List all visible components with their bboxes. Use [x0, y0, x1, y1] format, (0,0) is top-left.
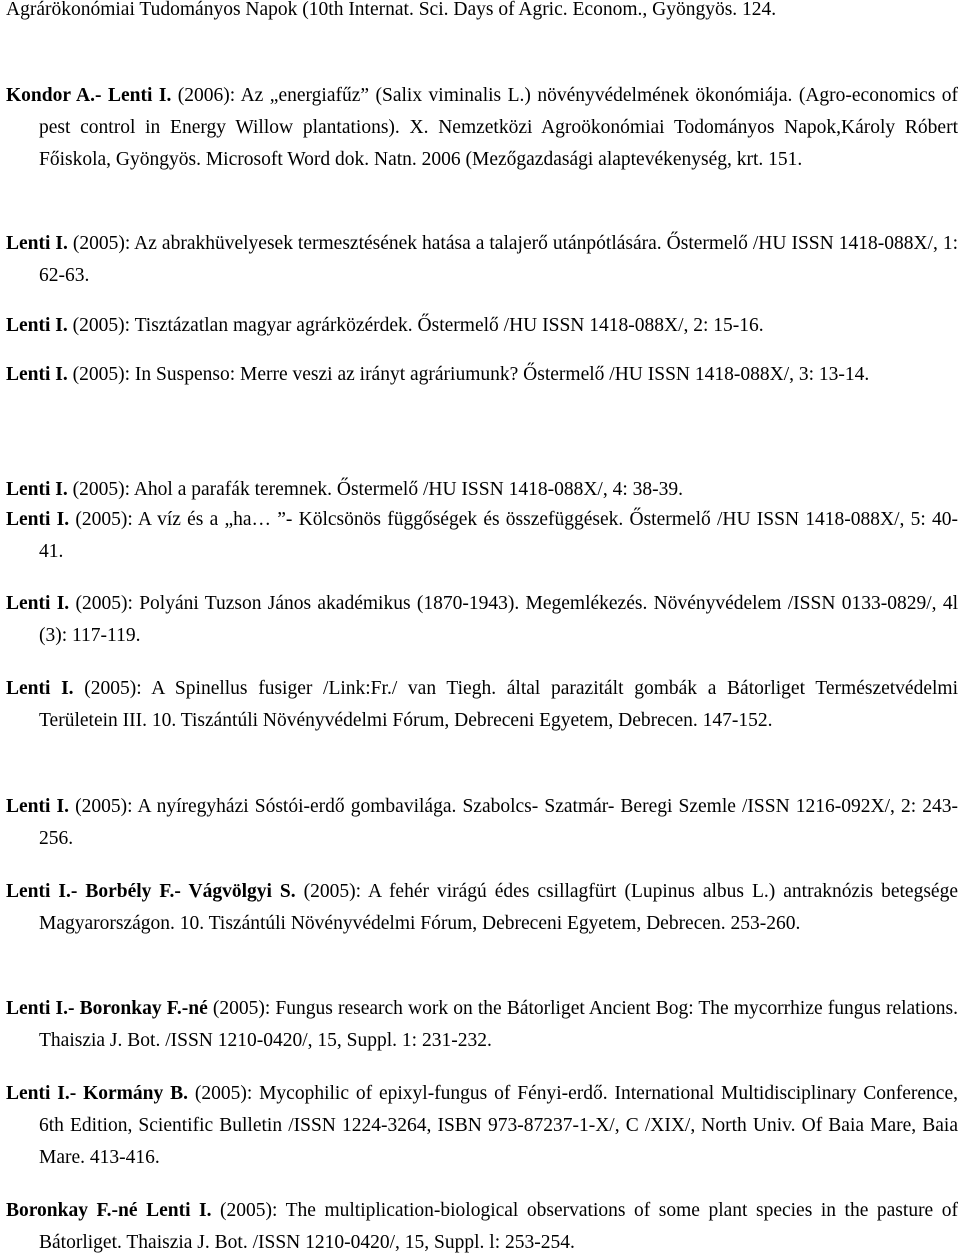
reference-text: (2005): Fungus research work on the Bátorliget Ancient Bog: The mycorrhize fungus relations. Thaiszia J. Bot. /ISSN 1210-0420/, 15, Suppl. 1: 231-232. [39, 998, 958, 1051]
reference-authors: Lenti I.- Kormány B. [6, 1083, 188, 1104]
reference-entry-6 [6, 504, 958, 568]
reference-text: (2005): A víz és a „ha… ”- Kölcsönös függőségek és összefüggések. Őstermelő /HU ISSN 1418-088X/, 5: 40-41. [39, 509, 958, 562]
reference-text: (2005): Tisztázatlan magyar agrárközérdek. Őstermelő /HU ISSN 1418-088X/, 2: 15-16. [67, 315, 764, 336]
reference-entry-12 [6, 1078, 958, 1174]
reference-entry-9 [6, 791, 958, 855]
reference-authors: Lenti I. [6, 593, 70, 614]
reference-authors: Lenti I. [6, 678, 74, 699]
reference-entry-2 [6, 228, 958, 292]
reference-text: (2005): A fehér virágú édes csillagfürt (Lupinus albus L.) antraknózis betegsége Magyarországon. 10. Tiszántúli Növényvédelmi Fórum, Debreceni Egyetem, Debrecen. 253-260. [39, 881, 958, 934]
reference-authors: Lenti I. [6, 509, 70, 530]
reference-authors: Lenti I. [6, 233, 68, 254]
reference-text: (2006): Az „energiafűz” (Salix viminalis L.) növényvédelmének ökonómiája. (Agro-economics of pest control in Energy Willow plantations). X. Nemzetközi Agroökonómiai Todományos Napok,Károly Róbert Főiskola, Gyöngyös. Microsoft Word dok. Natn. 2006 (Mezőgazdasági alaptevékenység, krt. 151. [39, 85, 958, 170]
reference-text: (2005): A nyíregyházi Sóstói-erdő gombavilága. Szabolcs- Szatmár- Beregi Szemle /ISSN 1216-092X/, 2: 243-256. [39, 796, 958, 849]
reference-authors: Boronkay F.-né Lenti I. [6, 1200, 212, 1221]
reference-authors: Lenti I. [6, 796, 69, 817]
reference-authors: Lenti I.- Boronkay F.-né [6, 998, 208, 1019]
reference-entry-3 [6, 310, 958, 342]
reference-entry-4 [6, 359, 958, 391]
reference-text: Agrárökonómiai Tudományos Napok (10th Internat. Sci. Days of Agric. Econom., Gyöngyös. 124. [6, 0, 777, 20]
reference-authors: Kondor A.- Lenti I. [6, 85, 172, 106]
reference-entry-1 [6, 80, 958, 176]
reference-text: (2005): Az abrakhüvelyesek termesztésének hatása a talajerő utánpótlására. Őstermelő /HU ISSN 1418-088X/, 1: 62-63. [39, 233, 958, 286]
reference-entry-8 [6, 673, 958, 737]
reference-authors: Lenti I. [6, 479, 68, 500]
reference-entry-13 [6, 1195, 958, 1259]
reference-authors: Lenti I.- Borbély F.- Vágvölgyi S. [6, 881, 296, 902]
reference-text: (2005): Polyáni Tuzson János akadémikus (1870-1943). Megemlékezés. Növényvédelem /ISSN 0133-0829/, 4l (3): 117-119. [39, 593, 958, 646]
reference-text: (2005): In Suspenso: Merre veszi az irányt agráriumunk? Őstermelő /HU ISSN 1418-088X/, 3: 13-14. [67, 364, 870, 385]
reference-entry-7 [6, 588, 958, 652]
reference-entry-0 [6, 0, 958, 26]
reference-entry-11 [6, 993, 958, 1057]
reference-authors: Lenti I. [6, 315, 68, 336]
reference-text: (2005): A Spinellus fusiger /Link:Fr./ van Tiegh. által parazitált gombák a Bátorliget Természetvédelmi Területein III. 10. Tiszántúli Növényvédelmi Fórum, Debreceni Egyetem, Debrecen. 147-152. [39, 678, 958, 731]
reference-entry-5 [6, 474, 958, 506]
reference-text: (2005): Ahol a parafák teremnek. Őstermelő /HU ISSN 1418-088X/, 4: 38-39. [67, 479, 683, 500]
reference-text: (2005): Mycophilic of epixyl-fungus of Fényi-erdő. International Multidisciplinary Conference, 6th Edition, Scientific Bulletin /ISSN 1224-3264, ISBN 973-87237-1-X/, C /XIX/, North Univ. Of Baia Mare, Baia Mare. 413-416. [39, 1083, 958, 1168]
reference-text: (2005): The multiplication-biological observations of some plant species in the pasture of Bátorliget. Thaiszia J. Bot. /ISSN 1210-0420/, 15, Suppl. l: 253-254. [39, 1200, 958, 1253]
reference-authors: Lenti I. [6, 364, 68, 385]
reference-entry-10 [6, 876, 958, 940]
